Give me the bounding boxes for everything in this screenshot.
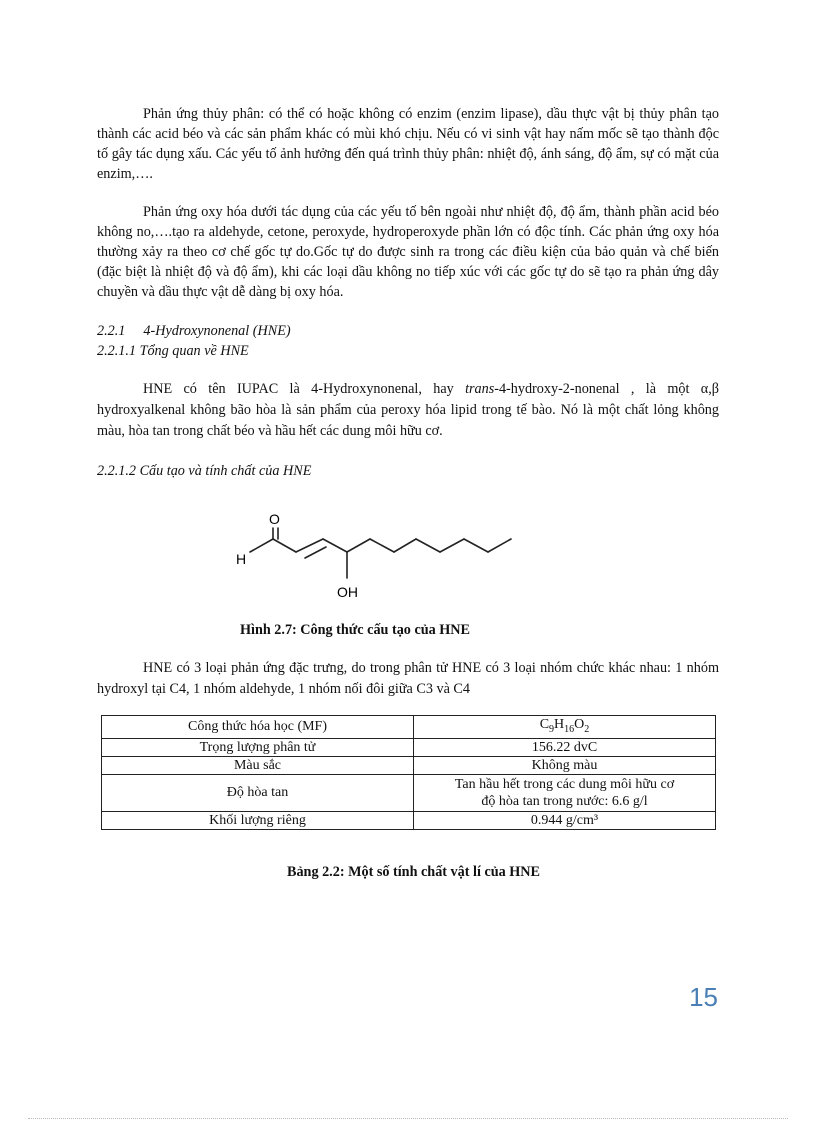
hne-structure-diagram [230,506,520,606]
atom-label-o: O [269,511,280,527]
table-row [102,716,716,739]
table-cell-label: Độ hòa tan [102,774,414,811]
table-cell-label: Màu sắc [102,756,414,774]
paragraph-hne-overview: HNE có tên IUPAC là 4-Hydroxynonenal, hay trans-4-hydroxy-2-nonenal , là một α,β hydroxyalkenal không bão hòa là sản phẩm của peroxy hóa lipid trong tế bào. Nó là một chất lỏng không màu, hòa tan trong chất béo và hầu hết các dung môi hữu cơ. [97,381,719,439]
table-row [102,811,716,829]
section-heading-2-2-1-2: 2.2.1.2 Cấu tạo và tính chất của HNE [97,463,312,479]
table-cell-label: Trọng lượng phân tử [102,738,414,756]
bond-c8-c9 [440,539,464,552]
table-cell-value: 0.944 g/cm³ [414,811,716,829]
table-cell-label: Công thức hóa học (MF) [102,716,414,739]
table-row [102,756,716,774]
table-cell-value: Tan hầu hết trong các dung môi hữu cơ độ hòa tan trong nước: 6.6 g/l [414,774,716,811]
page-number: 15 [689,982,718,1012]
bond-c5-c6 [370,539,394,552]
paragraph-hne-reactions: HNE có 3 loại phản ứng đặc trưng, do trong phân tử HNE có 3 loại nhóm chức khác nhau: 1 nhóm hydroxyl tại C4, 1 nhóm aldehyde, 1 nhóm nối đôi giữa C3 và C4 [97,660,719,697]
section-heading-2-2-1-1: 2.2.1.1 Tổng quan về HNE [97,343,249,359]
figure-caption: Hình 2.7: Công thức cấu tạo của HNE [240,622,471,638]
bond-c9-c10 [464,539,488,552]
bond-c7-c8 [416,539,440,552]
bond-c3-c4 [323,539,347,552]
paragraph-oxidation: Phản ứng oxy hóa dưới tác dụng của các yếu tố bên ngoài như nhiệt độ, độ ẩm, thành phần acid béo không no,….tạo ra aldehyde, cetone, peroxyde, hydroperoxyde phần lớn có độc tính. Các phản ứng oxy hóa thường xảy ra theo cơ chế gốc tự do.Gốc tự do được sinh ra trong các điều kiện của bảo quản và chế biến (đặc biệt là nhiệt độ và độ ẩm), khi các loại dầu không no tiếp xúc với các gốc tự do sẽ tạo ra phản ứng dây chuyền và dầu thực vật dễ dàng bị oxy hóa. [97,204,719,300]
table-row [102,774,716,811]
page-footer-divider [28,1118,788,1119]
properties-table [101,715,716,830]
bond-c10-end [488,539,511,552]
bond-h-c1 [250,539,273,552]
table-cell-value: 156.22 dvC [414,738,716,756]
atom-label-oh: OH [337,584,358,600]
table-cell-label: Khối lượng riêng [102,811,414,829]
table-caption: Bảng 2.2: Một số tính chất vật lí của HNE [287,864,541,880]
atom-label-h: H [236,551,247,567]
bond-c4-c5 [347,539,370,552]
table-cell-value: $C_9H_{16}O_2$ [414,716,716,739]
section-heading-2-2-1: 2.2.1 4-Hydroxynonenal (HNE) [97,323,291,339]
bond-c6-c7 [394,539,416,552]
table-row [102,738,716,756]
table-cell-value: Không màu [414,756,716,774]
bond-c1-c2 [273,539,296,552]
paragraph-hydrolysis: Phản ứng thủy phân: có thể có hoặc không có enzim (enzim lipase), dầu thực vật bị thủy phân tạo thành các acid béo và các sản phẩm khác có mùi khó chịu. Nếu có vi sinh vật hay nấm mốc sẽ tạo thành độc tố gây tác dụng xấu. Các yếu tố ảnh hưởng đến quá trình thủy phân: nhiệt độ, ánh sáng, độ ẩm, sự có mặt của enzim,…. [97,106,719,182]
bond-c2-c3-double [305,547,326,558]
